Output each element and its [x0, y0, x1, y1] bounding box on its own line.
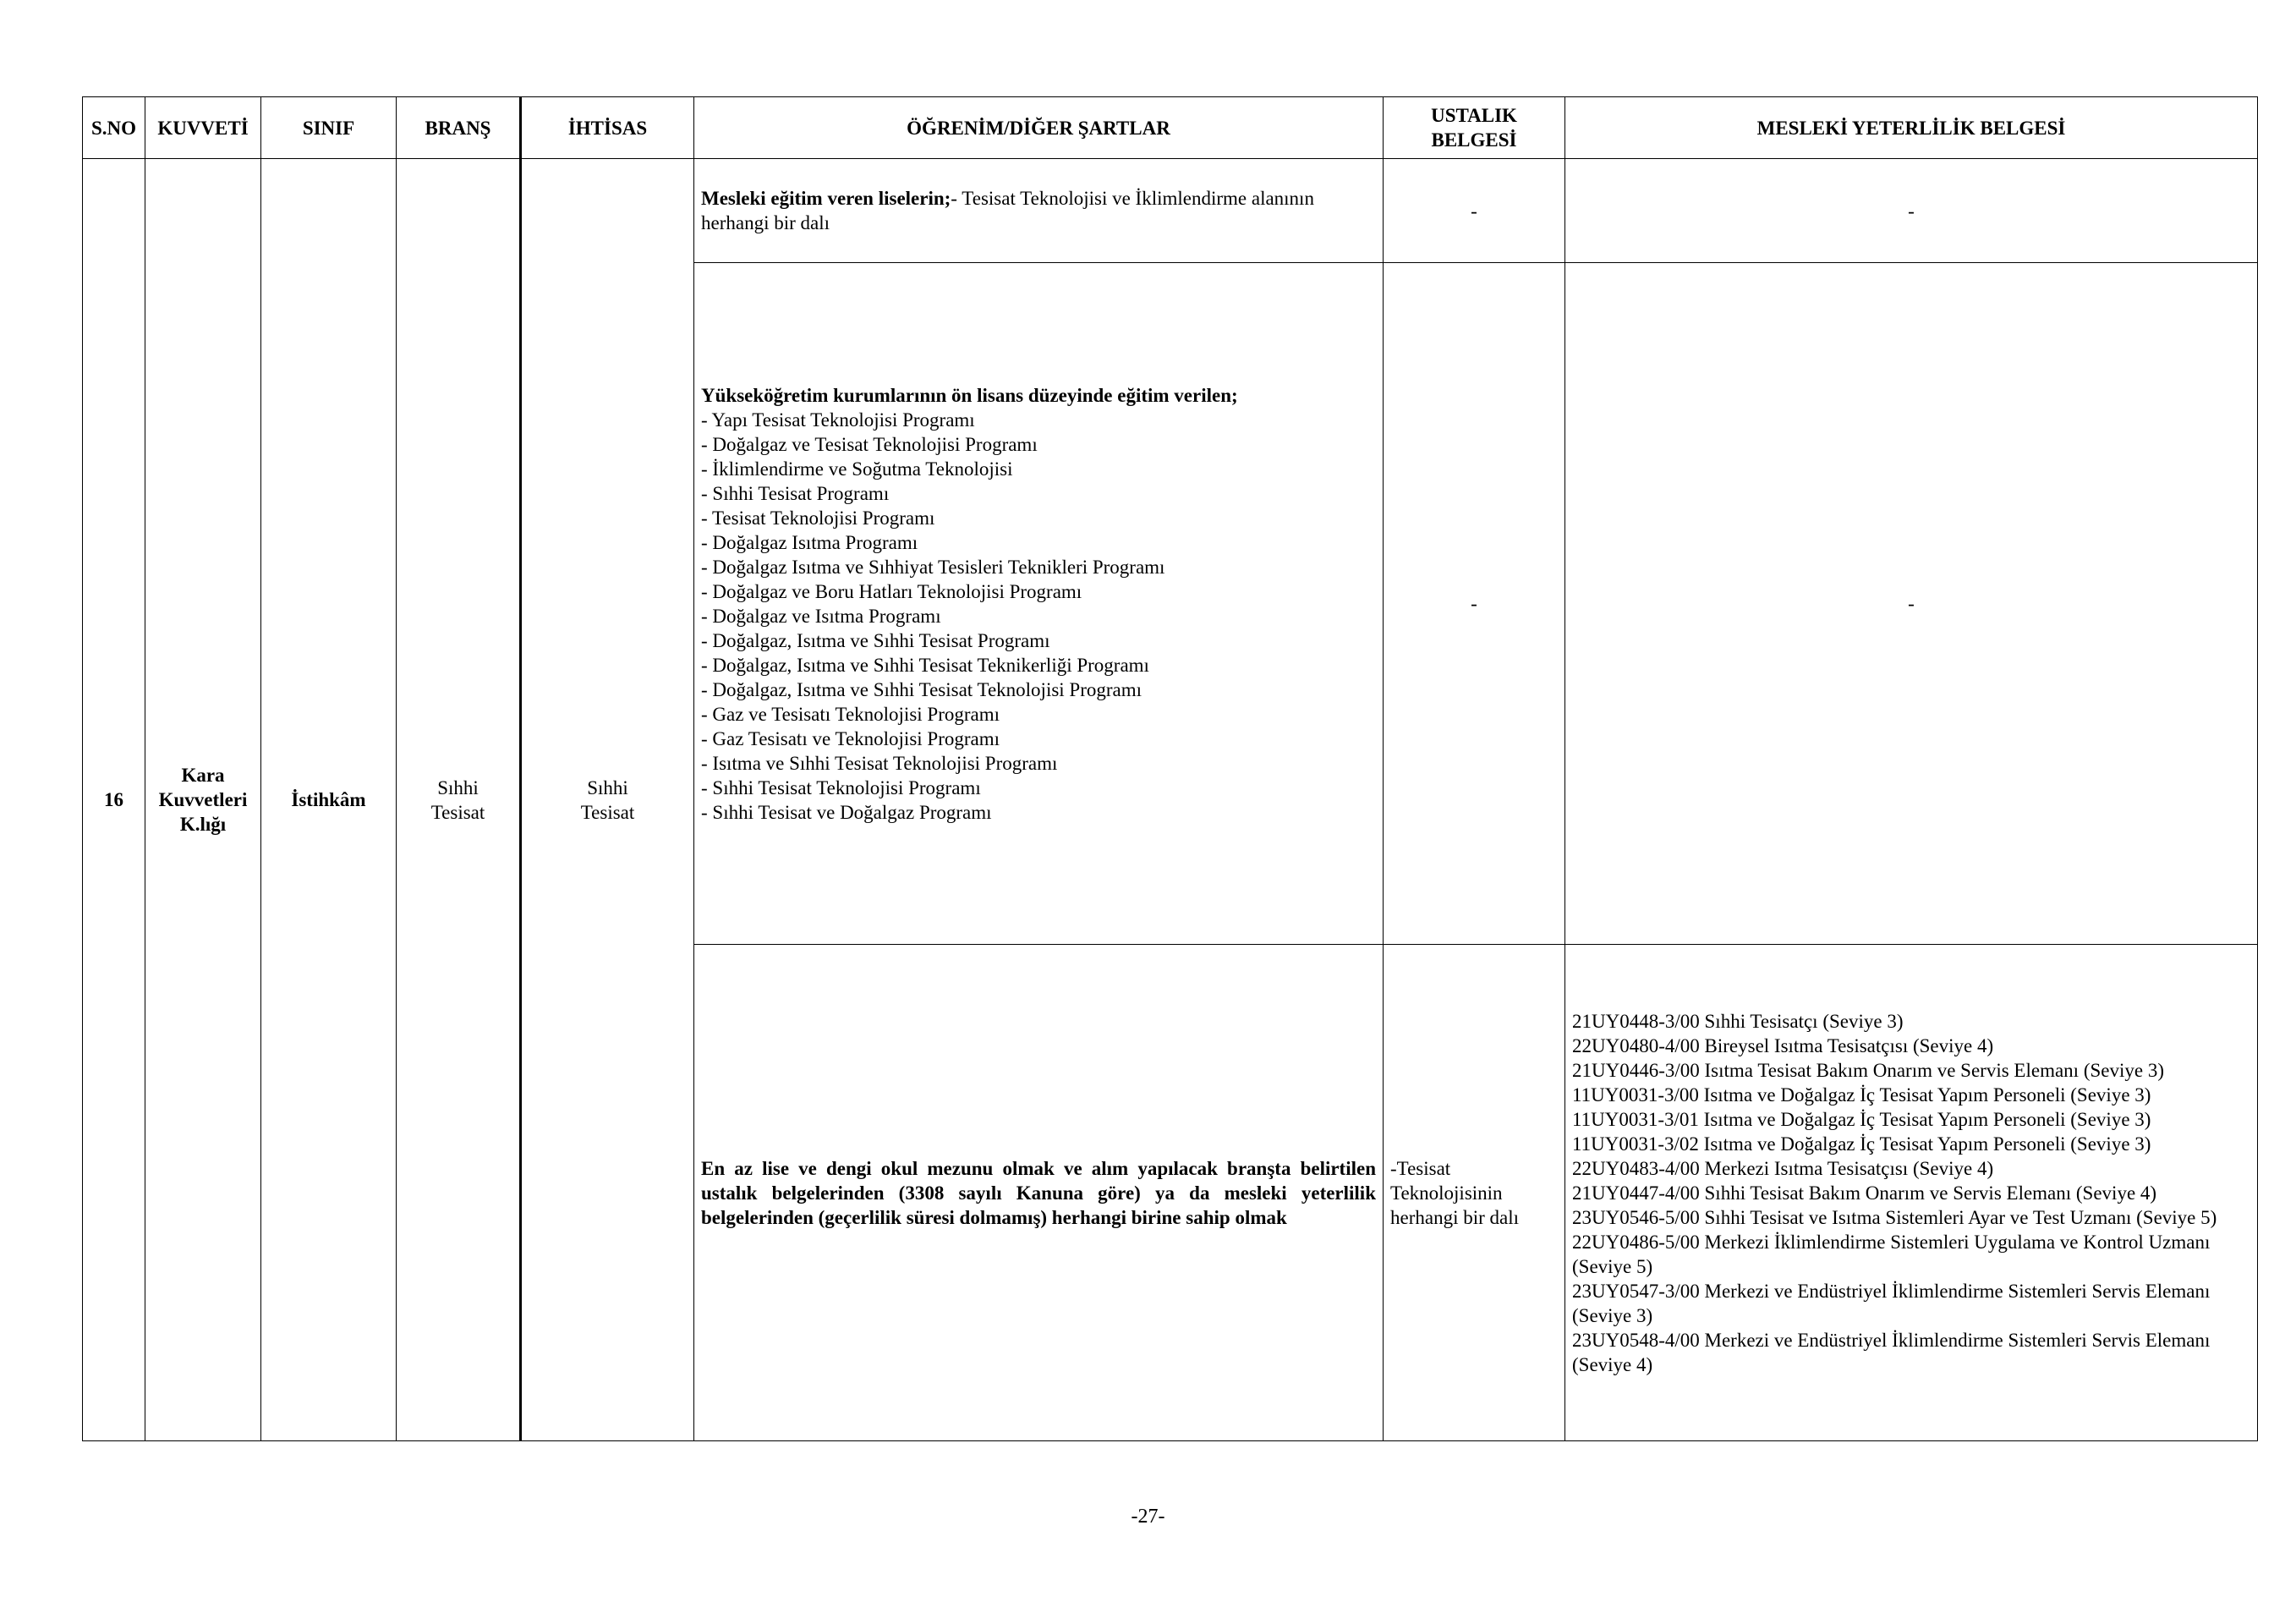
program-item: - Yapı Tesisat Teknolojisi Programı — [701, 409, 975, 431]
cell-ogrenim-lise — [694, 159, 1384, 263]
cell-mesleki-onlisans: - — [1565, 263, 2258, 945]
program-item: - Doğalgaz ve Isıtma Programı — [701, 605, 941, 627]
program-item: - Doğalgaz, Isıtma ve Sıhhi Tesisat Teknolojisi Programı — [701, 678, 1143, 700]
certificate-item: 22UY0480-4/00 Bireysel Isıtma Tesisatçısı (Seviye 4) — [1572, 1034, 1994, 1056]
program-item: - Gaz Tesisatı ve Teknolojisi Programı — [701, 727, 1000, 749]
brans-line2: Tesisat — [430, 801, 485, 823]
header-ustalik-line2: BELGESİ — [1431, 129, 1517, 151]
program-item: - Doğalgaz, Isıtma ve Sıhhi Tesisat Teknikerliği Programı — [701, 654, 1149, 676]
cell-mesleki-lise: - — [1565, 159, 2258, 263]
ihtisas-line1: Sıhhi — [587, 776, 628, 798]
kuvveti-line2: Kuvvetleri — [158, 789, 248, 810]
certificate-item: 21UY0446-3/00 Isıtma Tesisat Bakım Onarım ve Servis Elemanı (Seviye 3) — [1572, 1059, 2164, 1081]
cell-ustalik-lise: - — [1384, 159, 1565, 263]
program-item: - İklimlendirme ve Soğutma Teknolojisi — [701, 458, 1013, 480]
header-ogrenim: ÖĞRENİM/DİĞER ŞARTLAR — [694, 97, 1384, 159]
certificate-item: 23UY0548-4/00 Merkezi ve Endüstriyel İklimlendirme Sistemleri Servis Elemanı (Seviye 4) — [1572, 1329, 2211, 1375]
program-item: - Sıhhi Tesisat ve Doğalgaz Programı — [701, 801, 992, 823]
cell-ustalik-belgesi: -Tesisat Teknolojisinin herhangi bir dalı — [1384, 945, 1565, 1441]
cell-ogrenim-onlisans — [694, 263, 1384, 945]
certificate-list — [1572, 1009, 2250, 1377]
program-item: - Doğalgaz, Isıtma ve Sıhhi Tesisat Programı — [701, 629, 1050, 651]
header-ustalik-line1: USTALIK — [1431, 105, 1517, 126]
certificate-item: 21UY0448-3/00 Sıhhi Tesisatçı (Seviye 3) — [1572, 1010, 1904, 1032]
lise-text: - Tesisat Teknolojisi ve İklimlendirme alanının herhangi bir dalı — [701, 188, 1314, 233]
ihtisas-line2: Tesisat — [580, 801, 635, 823]
program-item: - Doğalgaz Isıtma ve Sıhhiyat Tesisleri Teknikleri Programı — [701, 556, 1165, 578]
header-mesleki: MESLEKİ YETERLİLİK BELGESİ — [1565, 97, 2258, 159]
cell-mesleki-belgeler — [1565, 945, 2258, 1441]
cell-brans — [397, 159, 521, 1441]
kuvveti-line3: K.lığı — [179, 814, 227, 835]
onlisans-lead: Yükseköğretim kurumlarının ön lisans düzeyinde eğitim verilen; — [701, 384, 1238, 406]
cell-kuvveti — [145, 159, 261, 1441]
cell-ihtisas — [521, 159, 694, 1441]
brans-line1: Sıhhi — [437, 776, 479, 798]
program-item: - Doğalgaz ve Tesisat Teknolojisi Programı — [701, 433, 1038, 455]
header-row — [83, 97, 2258, 159]
header-sinif: SINIF — [261, 97, 397, 159]
program-item: - Tesisat Teknolojisi Programı — [701, 507, 935, 529]
certificate-item: 11UY0031-3/00 Isıtma ve Doğalgaz İç Tesisat Yapım Personeli (Seviye 3) — [1572, 1084, 2151, 1106]
certificate-item: 21UY0447-4/00 Sıhhi Tesisat Bakım Onarım ve Servis Elemanı (Seviye 4) — [1572, 1182, 2157, 1204]
program-item: - Doğalgaz ve Boru Hatları Teknolojisi Programı — [701, 580, 1082, 602]
cell-sno: 16 — [83, 159, 145, 1441]
table-row — [83, 159, 2258, 263]
header-ihtisas: İHTİSAS — [521, 97, 694, 159]
certificate-item: 22UY0486-5/00 Merkezi İklimlendirme Sistemleri Uygulama ve Kontrol Uzmanı (Seviye 5) — [1572, 1231, 2211, 1277]
certificate-item: 11UY0031-3/01 Isıtma ve Doğalgaz İç Tesisat Yapım Personeli (Seviye 3) — [1572, 1108, 2151, 1130]
header-sno: S.NO — [83, 97, 145, 159]
program-list — [701, 408, 1376, 825]
header-ustalik — [1384, 97, 1565, 159]
requirements-table — [82, 96, 2258, 1441]
header-brans: BRANŞ — [397, 97, 521, 159]
cell-sinif: İstihkâm — [261, 159, 397, 1441]
cell-ustalik-onlisans: - — [1384, 263, 1565, 945]
program-item: - Doğalgaz Isıtma Programı — [701, 531, 918, 553]
program-item: - Isıtma ve Sıhhi Tesisat Teknolojisi Programı — [701, 752, 1058, 774]
certificate-item: 11UY0031-3/02 Isıtma ve Doğalgaz İç Tesisat Yapım Personeli (Seviye 3) — [1572, 1133, 2151, 1155]
header-kuvveti: KUVVETİ — [145, 97, 261, 159]
lise-mezun-text: En az lise ve dengi okul mezunu olmak ve alım yapılacak branşta belirtilen ustalık belgelerinden (3308 sayılı Kanuna göre) ya da mesleki yeterlilik belgelerinden (geçerlilik süresi dolmamış) herhangi birine sahip olmak — [701, 1157, 1376, 1228]
certificate-item: 22UY0483-4/00 Merkezi Isıtma Tesisatçısı (Seviye 4) — [1572, 1157, 1994, 1179]
cell-ogrenim-lise-mezun — [694, 945, 1384, 1441]
program-item: - Sıhhi Tesisat Teknolojisi Programı — [701, 776, 981, 798]
page-number: -27- — [1131, 1506, 1165, 1528]
lise-lead: Mesleki eğitim veren liselerin; — [701, 188, 951, 209]
program-item: - Gaz ve Tesisatı Teknolojisi Programı — [701, 703, 1000, 725]
certificate-item: 23UY0546-5/00 Sıhhi Tesisat ve Isıtma Sistemleri Ayar ve Test Uzmanı (Seviye 5) — [1572, 1206, 2217, 1228]
kuvveti-line1: Kara — [181, 765, 225, 786]
certificate-item: 23UY0547-3/00 Merkezi ve Endüstriyel İklimlendirme Sistemleri Servis Elemanı (Seviye 3) — [1572, 1280, 2211, 1326]
program-item: - Sıhhi Tesisat Programı — [701, 482, 890, 504]
